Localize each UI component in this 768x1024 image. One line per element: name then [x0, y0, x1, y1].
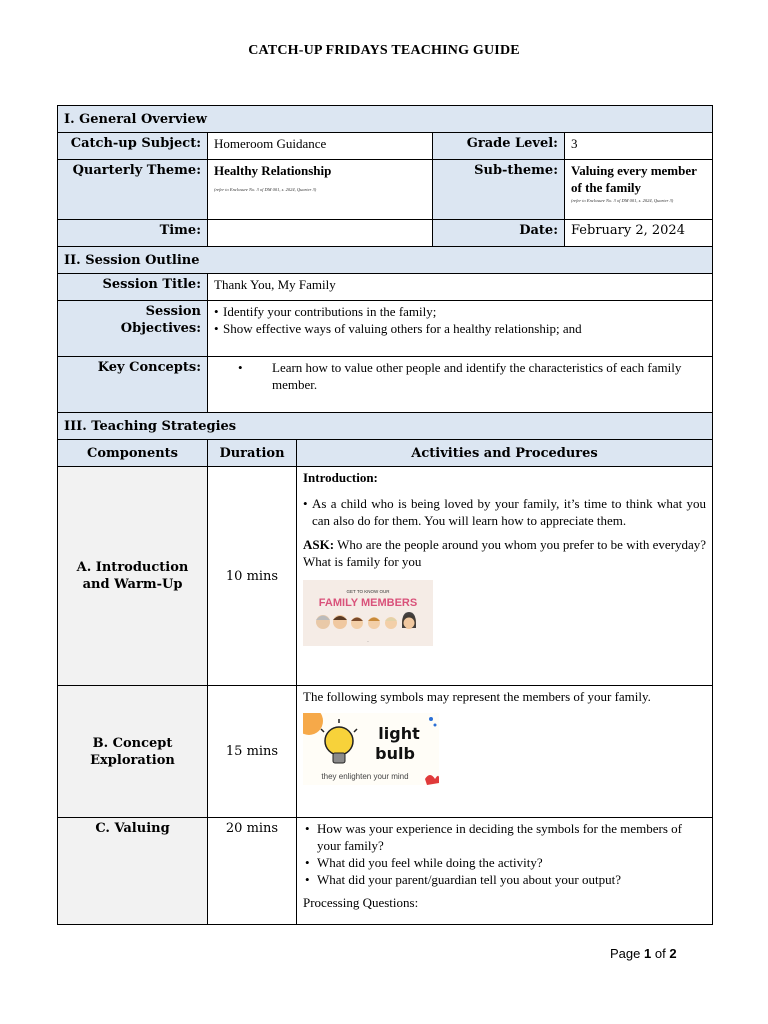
date-value: February 2, 2024	[565, 220, 713, 247]
valuing-item: • How was your experience in deciding the symbols for the members of your family?	[305, 820, 706, 854]
page-word: Page	[610, 946, 641, 961]
theme-label: Quarterly Theme:	[58, 160, 208, 220]
theme-note: (refer to Enclosure No. 3 of DM 001, s. 2024, Quarter 3)	[214, 187, 317, 192]
duration-valuing: 20 mins	[208, 818, 297, 925]
objectives-label	[58, 301, 208, 357]
theme-value: Healthy Relationship	[214, 163, 332, 178]
teaching-guide-table	[57, 105, 713, 925]
introduction-list	[303, 495, 706, 529]
valuing-item: • What did your parent/guardian tell you about your output?	[305, 871, 706, 888]
image-big-caption: FAMILY MEMBERS	[318, 597, 418, 609]
objectives-cell	[208, 301, 713, 357]
objectives-list	[214, 303, 706, 337]
duration-concept-exploration: 15 mins	[208, 686, 297, 818]
svg-text:–: –	[367, 639, 369, 643]
objectives-label-line1: Session	[145, 304, 201, 319]
of-word: of	[654, 946, 666, 961]
family-members-image	[303, 580, 433, 646]
subtheme-cell	[565, 160, 713, 220]
grade-label: Grade Level:	[433, 133, 565, 160]
key-concepts-list	[214, 359, 706, 393]
concept-text: The following symbols may represent the members of your family.	[303, 689, 651, 704]
ask-label: ASK:	[303, 537, 335, 552]
key-concept-item: • Learn how to value other people and identify the characteristics of each family member.	[260, 359, 706, 393]
components-header: Components	[58, 440, 208, 467]
objective-item: • Show effective ways of valuing others for a healthy relationship; and	[214, 320, 706, 337]
subtheme-value: Valuing every member of the family	[571, 163, 697, 195]
key-concepts-label: Key Concepts:	[58, 357, 208, 413]
section-general-overview: I. General Overview	[58, 106, 713, 133]
time-label: Time:	[58, 220, 208, 247]
subtheme-label: Sub-theme:	[433, 160, 565, 220]
key-concepts-cell	[208, 357, 713, 413]
activities-concept-exploration	[297, 686, 713, 818]
section-session-outline: II. Session Outline	[58, 247, 713, 274]
duration-header: Duration	[208, 440, 297, 467]
processing-questions: Processing Questions:	[303, 895, 419, 910]
session-title-label: Session Title:	[58, 274, 208, 301]
document-title: CATCH-UP FRIDAYS TEACHING GUIDE	[248, 43, 520, 58]
component-introduction: A. Introduction and Warm-Up	[58, 467, 208, 686]
grade-value: 3	[565, 133, 713, 160]
ask-paragraph	[303, 536, 706, 570]
ask-text: Who are the people around you whom you prefer to be with everyday? What is family for you	[303, 537, 707, 569]
component-valuing: C. Valuing	[58, 818, 208, 925]
theme-cell	[208, 160, 433, 220]
valuing-item: • What did you feel while doing the activity?	[305, 854, 706, 871]
image-caption: they enlighten your mind	[321, 772, 409, 781]
introduction-bullet: • As a child who is being loved by your family, it’s time to think what you can also do for them. You will learn how to appreciate them.	[303, 495, 706, 529]
objective-item: • Identify your contributions in the family;	[214, 303, 706, 320]
section-teaching-strategies: III. Teaching Strategies	[58, 413, 713, 440]
subject-label: Catch-up Subject:	[58, 133, 208, 160]
subject-value: Homeroom Guidance	[208, 133, 433, 160]
introduction-heading: Introduction:	[303, 470, 378, 485]
page-current: 1	[644, 946, 652, 961]
image-small-caption: GET TO KNOW OUR	[346, 589, 390, 594]
objectives-label-line2: Objectives:	[120, 321, 201, 336]
page-number	[610, 946, 677, 961]
page-total: 2	[669, 946, 677, 961]
activities-valuing	[297, 818, 713, 925]
duration-introduction: 10 mins	[208, 467, 297, 686]
time-value	[208, 220, 433, 247]
subtheme-note: (refer to Enclosure No. 3 of DM 001, s. 2024, Quarter 3)	[571, 198, 674, 203]
image-word-bulb: bulb	[375, 744, 415, 763]
activities-introduction	[297, 467, 713, 686]
session-title-value: Thank You, My Family	[208, 274, 713, 301]
valuing-list	[303, 820, 706, 888]
image-word-light: light	[378, 724, 420, 743]
light-bulb-image	[303, 713, 439, 785]
component-concept-exploration: B. Concept Exploration	[58, 686, 208, 818]
activities-header: Activities and Procedures	[297, 440, 713, 467]
date-label: Date:	[433, 220, 565, 247]
